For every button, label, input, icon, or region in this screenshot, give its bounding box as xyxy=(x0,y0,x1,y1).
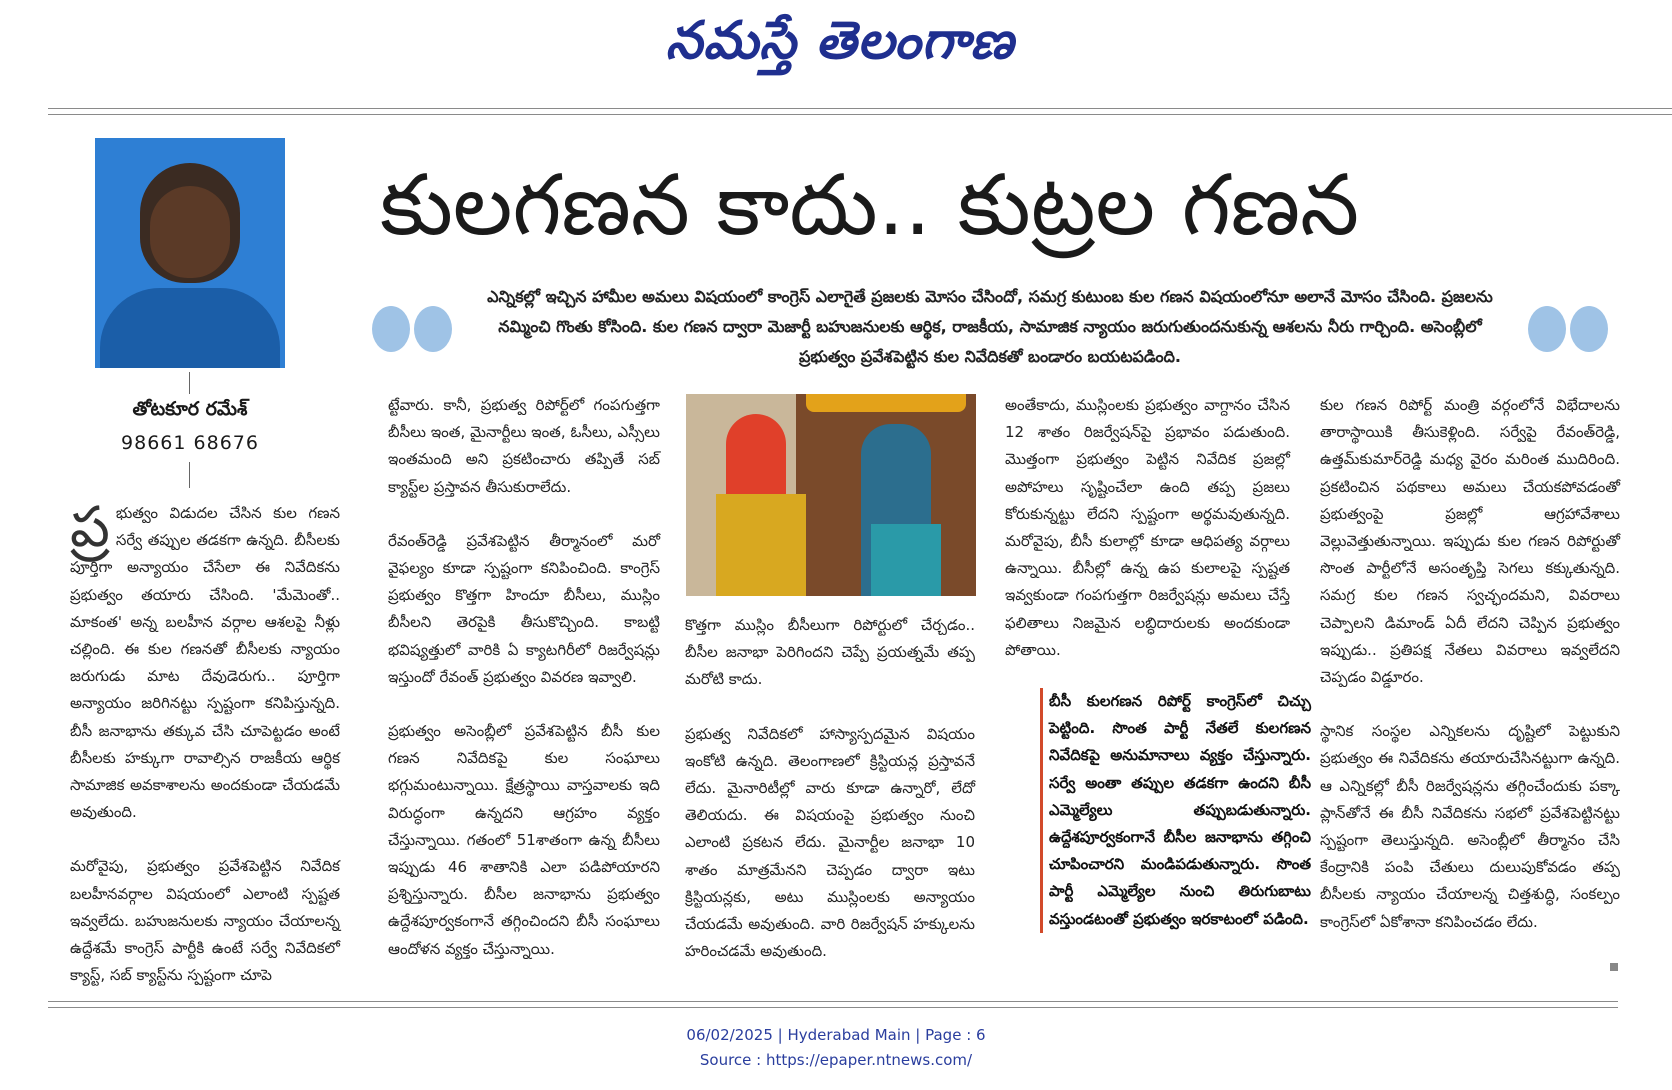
column-4 xyxy=(1005,392,1290,691)
standfirst: ఎన్నికల్లో ఇచ్చిన హామీల అమలు విషయంలో కాంగ్రెస్ ఎలాగైతే ప్రజలకు మోసం చేసిందో, సమగ్ర కుటుంబ కుల గణన విషయంలోనూ అలానే మోసం చేసింది. ప్రజలను నమ్మించి గొంతు కోసింది. కుల గణన ద్వారా మెజార్టీ బహుజనులకు ఆర్థిక, రాజకీయ, సామాజిక న్యాయం జరుగుతుందనుకున్న ఆశలను నీరు గార్చింది. అసెంబ్లీలో ప్రభుత్వం ప్రవేశపెట్టిన కుల నివేదికతో బండారం బయటపడింది. xyxy=(487,287,1493,366)
article-photo xyxy=(686,394,976,596)
top-rule xyxy=(48,114,1672,115)
bottom-rule xyxy=(48,1007,1618,1008)
paragraph: ప్రభుత్వం అసెంబ్లీలో ప్రవేశపెట్టిన బీసీ కుల గణన నివేదికపై కుల సంఘాలు భగ్గుమంటున్నాయి. క్షేత్రస్థాయి వాస్తవాలకు ఇది విరుద్ధంగా ఉన్నదని ఆగ్రహం వ్యక్తం చేస్తున్నాయి. గతంలో 51శాతంగా ఉన్న బీసీలు ఇప్పుడు 46 శాతానికి ఎలా పడిపోయారని ప్రశ్నిస్తున్నారు. బీసీల జనాభాను ప్రభుత్వం ఉద్దేశపూర్వకంగానే తగ్గించిందని బీసీ సంఘాలు ఆందోళన వ్యక్తం చేస్తున్నాయి. xyxy=(388,722,660,958)
column-5 xyxy=(1320,392,1620,963)
divider xyxy=(189,372,190,394)
highlight-box: బీసీ కులగణన రిపోర్ట్ కాంగ్రెస్‌లో చిచ్చు పెట్టింది. సొంత పార్టీ నేతలే కులగణన నివేదికపై అనుమానాలు వ్యక్తం చేస్తున్నారు. సర్వే అంతా తప్పుల తడకగా ఉందని బీసీ ఎమ్మెల్యేలు తప్పుబడుతున్నారు. ఉద్దేశపూర్వకంగానే బీసీల జనాభాను తగ్గించి చూపించారని మండిపడుతున్నారు. సొంత పార్టీ ఎమ్మెల్యేల నుంచి తిరుగుబాటు వస్తుండటంతో ప్రభుత్వం ఇరకాటంలో పడింది. xyxy=(1040,688,1311,933)
drop-cap: ప్ర xyxy=(70,495,110,560)
author-phone: 98661 68676 xyxy=(121,432,259,454)
paragraph: భుత్వం విడుదల చేసిన కుల గణన సర్వే తప్పుల తడకగా ఉన్నది. బీసీలకు పూర్తిగా అన్యాయం చేసేలా ఈ నివేదికను ప్రభుత్వం తయారు చేసింది. 'మేమెంతో.. మాకంత' అన్న బలహీన వర్గాల ఆశలపై నీళ్లు చల్లింది. ఈ కుల గణనతో బీసీలకు న్యాయం జరుగుడు మాట దేవుడెరుగు.. పూర్తిగా అన్యాయం జరిగినట్టు స్పష్టంగా కనిపిస్తున్నది. బీసీ జనాభాను తక్కువ చేసి చూపెట్టడం అంటే బీసీలకు హక్కుగా రావాల్సిన రాజకీయ ఆర్థిక సామాజిక అవకాశాలను అందకుండా చేయడమే అవుతుంది. xyxy=(70,504,340,822)
author-name: తోటకూర రమేశ్ xyxy=(132,398,248,420)
paragraph: అంతేకాదు, ముస్లింలకు ప్రభుత్వం వాగ్దానం చేసిన 12 శాతం రిజర్వేషన్‌పై ప్రభావం పడుతుంది. మొత్తంగా ప్రభుత్వం పెట్టిన నివేదిక ప్రజల్లో అపోహలు సృష్టించేలా ఉంది తప్ప ప్రజలు కోరుకున్నట్టు లేదని స్పష్టంగా అర్థమవుతున్నది. మరోవైపు, బీసీ కులాల్లో కూడా ఆధిపత్య వర్గాలు ఉన్నాయి. బీసీల్లో ఉన్న ఉప కులాలపై స్పష్టత ఇవ్వకుండా గంపగుత్తగా రిజర్వేషన్లు అమలు చేస్తే ఫలితాలు నిజమైన లబ్ధిదారులకు అందకుండా పోతాయి. xyxy=(1005,396,1290,659)
column-1 xyxy=(70,495,340,1016)
bottom-rule xyxy=(48,1001,1618,1002)
paragraph: ప్రభుత్వ నివేదికలో హాస్యాస్పదమైన విషయం ఇంకోటి ఉన్నది. తెలంగాణలో క్రిస్టియన్ల ప్రస్తావనే లేదు. మైనారిటీల్లో వారు కూడా ఉన్నారో, లేదో తెలియదు. ఈ విషయంపై ప్రభుత్వం నుంచి ఎలాంటి ప్రకటన లేదు. మైనార్టీల జనాభా 10 శాతం మాత్రమేనని చెప్పడం ద్వారా ఇటు క్రిస్టియన్లకు, అటు ముస్లింలకు అన్యాయం చేయడమే అవుతుంది. వారి రిజర్వేషన్ హక్కులను హరించడమే అవుతుంది. xyxy=(685,724,975,961)
end-mark xyxy=(1610,963,1618,971)
divider xyxy=(189,462,190,488)
headline: కులగణన కాదు.. కుట్రల గణన xyxy=(380,156,1360,254)
paragraph: రేవంత్‌రెడ్డి ప్రవేశపెట్టిన తీర్మానంలో మరో వైఫల్యం కూడా స్పష్టంగా కనిపించింది. కాంగ్రెస్ ప్రభుత్వం కొత్తగా హిందూ బీసీలు, ముస్లిం బీసీలని తెరపైకి తీసుకొచ్చింది. కాబట్టి భవిష్యత్తులో వారికి ఏ క్యాటగిరీలో రిజర్వేషన్లు ఇస్తుందో రేవంత్ ప్రభుత్వం వివరణ ఇవ్వాలి. xyxy=(388,531,660,686)
footer-dateline: 06/02/2025 | Hyderabad Main | Page : 6 xyxy=(686,1026,986,1044)
paragraph: కుల గణన రిపోర్ట్ మంత్రి వర్గంలోనే విభేదాలను తారాస్థాయికి తీసుకెళ్లింది. సర్వేపై రేవంత్‌రెడ్డి, ఉత్తమ్‌కుమార్‌రెడ్డి మధ్య వైరం మరింత ముదిరింది. ప్రకటించిన పథకాలు అమలు చేయకపోవడంతో ప్రభుత్వంపై ప్రజల్లో ఆగ్రహావేశాలు వెల్లువెత్తుతున్నాయి. ఇప్పుడు కుల గణన రిపోర్టుతో సొంత పార్టీలోనే అసంతృప్తి సెగలు కక్కుతున్నది. సమగ్ర కుల గణన స్వచ్ఛందమని, వివరాలు చెప్పాలని డిమాండ్ ఏదీ లేదని చెప్పిన ప్రభుత్వం ఇప్పుడు.. ప్రతిపక్ష నేతలు వివరాలు ఇవ్వలేదని చెప్పడం విడ్డూరం. xyxy=(1320,396,1620,687)
column-3 xyxy=(685,612,975,992)
close-quote-icon xyxy=(1528,300,1618,360)
paragraph: మరోవైపు, ప్రభుత్వం ప్రవేశపెట్టిన నివేదిక బలహీనవర్గాల విషయంలో ఎలాంటి స్పష్టత ఇవ్వలేదు. బహుజనులకు న్యాయం చేయాలన్న ఉద్దేశమే కాంగ్రెస్ పార్టీకి ఉంటే సర్వే నివేదికలో క్యాస్ట్, సబ్ క్యాస్ట్‌ను స్పష్టంగా చూపె xyxy=(70,857,340,985)
footer-source: Source : https://epaper.ntnews.com/ xyxy=(699,1051,973,1069)
author-photo xyxy=(95,138,285,368)
paragraph: కొత్తగా ముస్లిం బీసీలుగా రిపోర్టులో చేర్చడం.. బీసీల జనాభా పెరిగిందని చెప్పే ప్రయత్నమే తప్ప మరోటి కాదు. xyxy=(685,616,975,689)
paragraph: ట్టేవారు. కానీ, ప్రభుత్వ రిపోర్ట్‌లో గంపగుత్తగా బీసీలు ఇంత, మైనార్టీలు ఇంత, ఓసీలు, ఎస్సీలు ఇంతమంది అని ప్రకటించారు తప్పితే సబ్ క్యాస్ట్‌ల ప్రస్తావన తీసుకురాలేదు. xyxy=(388,396,660,496)
masthead: నమస్తే తెలంగాణ xyxy=(665,11,1015,71)
open-quote-icon xyxy=(372,300,462,360)
paragraph: స్థానిక సంస్థల ఎన్నికలను దృష్టిలో పెట్టుకుని ప్రభుత్వం ఈ నివేదికను తయారుచేసినట్టుగా ఉన్నది. ఆ ఎన్నికల్లో బీసీ రిజర్వేషన్లను తగ్గించేందుకు పక్కా ప్లాన్‌తోనే ఈ బీసీ నివేదికను సభలో ప్రవేశపెట్టినట్టు స్పష్టంగా తెలుస్తున్నది. అసెంబ్లీలో తీర్మానం చేసి కేంద్రానికి పంపి చేతులు దులుపుకోవడం తప్ప బీసీలకు న్యాయం చేయాలన్న చిత్తశుద్ధి, సంకల్పం కాంగ్రెస్‌లో ఏకోశానా కనిపించడం లేదు. xyxy=(1320,722,1620,931)
top-rule xyxy=(48,108,1672,109)
column-2 xyxy=(388,392,660,990)
